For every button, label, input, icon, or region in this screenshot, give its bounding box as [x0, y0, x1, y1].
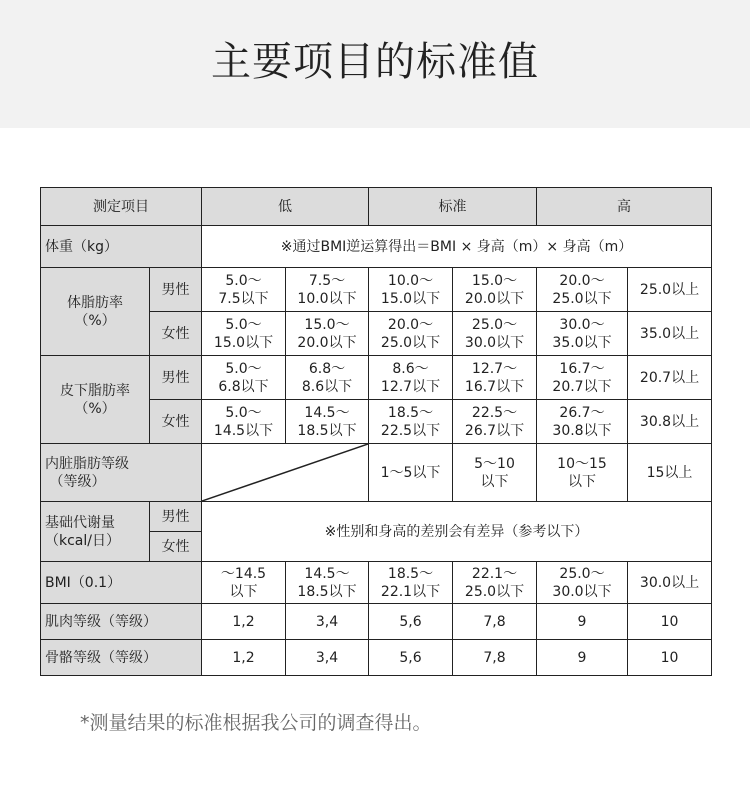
sex-male: 男性: [150, 502, 202, 532]
page-title: 主要项目的标准值: [211, 39, 539, 85]
table-cell: 14.5〜 18.5以下: [286, 400, 369, 444]
table-cell: 3,4: [286, 604, 369, 640]
table-cell: 22.5〜 26.7以下: [453, 400, 537, 444]
table-cell: 10: [628, 604, 712, 640]
table-cell: 7,8: [453, 604, 537, 640]
table-cell: 14.5〜 18.5以下: [286, 562, 369, 604]
table-cell: 5.0〜 7.5以下: [202, 268, 286, 312]
body-fat-label: 体脂肪率 （%）: [41, 268, 150, 356]
table-cell: 1〜5以下: [369, 444, 453, 502]
table-cell: 15.0〜 20.0以下: [286, 312, 369, 356]
table-cell: 30.8以上: [628, 400, 712, 444]
table-cell: 20.0〜 25.0以下: [369, 312, 453, 356]
table-cell: 5.0〜 6.8以下: [202, 356, 286, 400]
table-cell: 6.8〜 8.6以下: [286, 356, 369, 400]
table-cell: 25.0以上: [628, 268, 712, 312]
table-cell: 5〜10 以下: [453, 444, 537, 502]
table-cell: 20.7以上: [628, 356, 712, 400]
table-cell: 16.7〜 20.7以下: [537, 356, 628, 400]
table-cell: 15以上: [628, 444, 712, 502]
table-cell: 35.0以上: [628, 312, 712, 356]
bmi-row: [41, 562, 712, 604]
table-cell: 25.0〜 30.0以下: [453, 312, 537, 356]
sex-male: 男性: [150, 356, 202, 400]
table-cell: 10.0〜 15.0以下: [369, 268, 453, 312]
bmi-label: BMI（0.1）: [41, 562, 202, 604]
table-cell: 8.6〜 12.7以下: [369, 356, 453, 400]
table-cell: 22.1〜 25.0以下: [453, 562, 537, 604]
table-cell: 30.0以上: [628, 562, 712, 604]
table-cell: 15.0〜 20.0以下: [453, 268, 537, 312]
header-high: 高: [537, 188, 712, 226]
table-cell: 12.7〜 16.7以下: [453, 356, 537, 400]
table-cell: 10〜15 以下: [537, 444, 628, 502]
table-cell: 5.0〜 14.5以下: [202, 400, 286, 444]
diagonal-empty-cell: [202, 444, 369, 502]
weight-row: [41, 226, 712, 268]
table-cell: 1,2: [202, 640, 286, 676]
visceral-fat-label: 内脏脂肪等级 （等级）: [41, 444, 202, 502]
table-cell: 9: [537, 640, 628, 676]
bmr-male-row: [41, 502, 712, 532]
table-cell: 5,6: [369, 604, 453, 640]
weight-label: 体重（kg）: [41, 226, 202, 268]
header-row: [41, 188, 712, 226]
table-cell: 〜14.5 以下: [202, 562, 286, 604]
diagonal-line: [202, 444, 368, 501]
bmr-label: 基础代谢量 （kcal/日）: [41, 502, 150, 562]
table-cell: 30.0〜 35.0以下: [537, 312, 628, 356]
muscle-row: [41, 604, 712, 640]
sex-female: 女性: [150, 400, 202, 444]
visceral-fat-row: [41, 444, 712, 502]
weight-note: ※通过BMI逆运算得出＝BMI × 身高（m）× 身高（m）: [202, 226, 712, 268]
table-cell: 20.0〜 25.0以下: [537, 268, 628, 312]
table-cell: 25.0〜 30.0以下: [537, 562, 628, 604]
header-low: 低: [202, 188, 369, 226]
table-cell: 7.5〜 10.0以下: [286, 268, 369, 312]
table-cell: 9: [537, 604, 628, 640]
table-cell: 18.5〜 22.5以下: [369, 400, 453, 444]
subcutaneous-label: 皮下脂肪率 （%）: [41, 356, 150, 444]
table-cell: 5,6: [369, 640, 453, 676]
body-fat-male-row: [41, 268, 712, 312]
subcutaneous-male-row: [41, 356, 712, 400]
bmr-note: ※性别和身高的差别会有差异（参考以下）: [202, 502, 712, 562]
bone-row: [41, 640, 712, 676]
header-standard: 标准: [369, 188, 537, 226]
table-cell: 1,2: [202, 604, 286, 640]
table-cell: 18.5〜 22.1以下: [369, 562, 453, 604]
table-cell: 10: [628, 640, 712, 676]
table-cell: 5.0〜 15.0以下: [202, 312, 286, 356]
table-cell: 26.7〜 30.8以下: [537, 400, 628, 444]
standard-values-table: [40, 187, 712, 676]
sex-female: 女性: [150, 312, 202, 356]
sex-female: 女性: [150, 532, 202, 562]
bone-label: 骨骼等级（等级）: [41, 640, 202, 676]
table-cell: 3,4: [286, 640, 369, 676]
table-cell: 7,8: [453, 640, 537, 676]
title-banner: [0, 0, 750, 128]
muscle-label: 肌肉等级（等级）: [41, 604, 202, 640]
header-item: 测定项目: [41, 188, 202, 226]
sex-male: 男性: [150, 268, 202, 312]
footnote: *测量结果的标准根据我公司的调查得出。: [80, 712, 432, 734]
